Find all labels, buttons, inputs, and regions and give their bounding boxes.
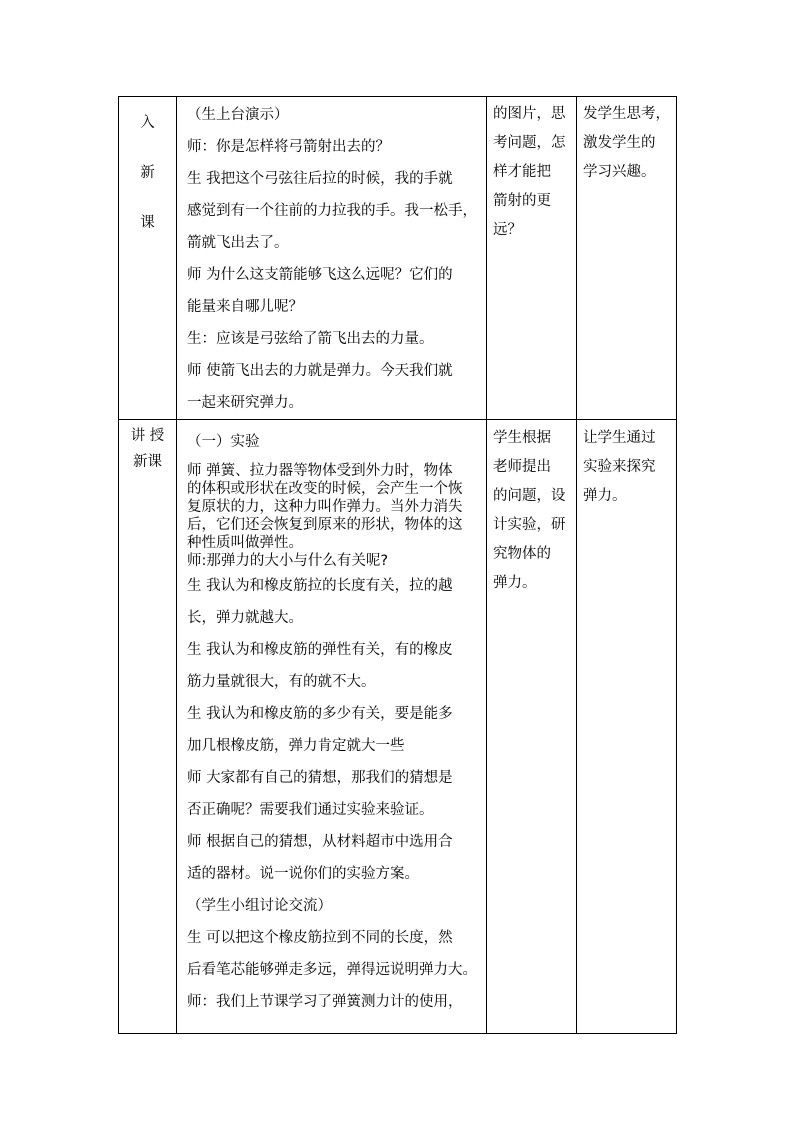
content-line: 师 使箭飞出去的力就是弹力。今天我们就 xyxy=(187,363,453,379)
stage-cell xyxy=(119,420,177,1034)
content-line: 复原状的力，这种力叫作弹力。当外力消失 xyxy=(187,499,463,515)
purpose-line: 发学生思考， xyxy=(583,106,670,122)
table-row xyxy=(119,97,677,420)
lesson-plan-table xyxy=(118,96,677,1034)
content-line: 加几根橡皮筋，弹力肯定就大一些 xyxy=(187,738,405,754)
content-line: 种性质叫做弹性。 xyxy=(187,535,303,551)
stage-char: 课 xyxy=(140,215,155,231)
content-line: 适的器材。说一说你们的实验方案。 xyxy=(187,866,419,882)
student-activity-cell xyxy=(487,420,577,1034)
content-line: （生上台演示） xyxy=(187,107,289,123)
stage-label: 讲 授 xyxy=(130,428,165,444)
stage-char: 入 xyxy=(140,115,155,131)
student-line: 箭射的更 xyxy=(493,193,551,209)
content-line: 生 可以把这个橡皮筋拉到不同的长度，然 xyxy=(187,930,453,946)
student-line: 计实验，研 xyxy=(493,517,566,533)
student-line: 的问题，设 xyxy=(493,488,566,504)
student-line: 究物体的 xyxy=(493,546,551,562)
student-line: 样才能把 xyxy=(493,164,551,180)
content-line: 后，它们还会恢复到原来的形状，物体的这 xyxy=(187,517,463,533)
content-line: （学生小组讨论交流） xyxy=(187,898,332,914)
purpose-line: 弹力。 xyxy=(583,488,627,504)
content-line: 筋力量就很大，有的就不大。 xyxy=(187,674,376,690)
content-line: 生 我把这个弓弦往后拉的时候，我的手就 xyxy=(187,171,453,187)
content-line: 师 根据自己的猜想，从材料超市中选用合 xyxy=(187,834,453,850)
purpose-line: 学习兴趣。 xyxy=(583,164,656,180)
content-line: 能量来自哪儿呢？ xyxy=(187,299,303,315)
content-line: （一）实验 xyxy=(187,434,260,450)
content-line: 生：应该是弓弦给了箭飞出去的力量。 xyxy=(187,331,434,347)
content-line: 箭就飞出去了。 xyxy=(187,235,289,251)
purpose-cell xyxy=(577,420,677,1034)
purpose-cell xyxy=(577,97,677,420)
content-line: 生 我认为和橡皮筋的弹性有关，有的橡皮 xyxy=(187,642,453,658)
content-cell xyxy=(177,97,487,420)
content-line: 生 我认为和橡皮筋拉的长度有关，拉的越 xyxy=(187,578,453,594)
student-line: 老师提出 xyxy=(493,459,551,475)
student-line: 学生根据 xyxy=(493,430,551,446)
content-line: 师：我们上节课学习了弹簧测力计的使用， xyxy=(187,994,463,1010)
purpose-line: 让学生通过 xyxy=(583,430,656,446)
student-line: 的图片，思 xyxy=(493,106,566,122)
student-line: 远？ xyxy=(493,222,522,238)
purpose-line: 实验来探究 xyxy=(583,459,656,475)
content-line: 师：你是怎样将弓箭射出去的？ xyxy=(187,139,390,155)
content-line: 师:那弹力的大小与什么有关呢? xyxy=(187,553,389,569)
content-line: 生 我认为和橡皮筋的多少有关，要是能多 xyxy=(187,706,453,722)
student-line: 考问题，怎 xyxy=(493,135,566,151)
content-line: 否正确呢？需要我们通过实验来验证。 xyxy=(187,802,434,818)
content-line: 长，弹力就越大。 xyxy=(187,610,303,626)
student-line: 弹力。 xyxy=(493,575,537,591)
purpose-line: 激发学生的 xyxy=(583,135,656,151)
content-line: 感觉到有一个往前的力拉我的手。我一松手， xyxy=(187,203,477,219)
content-line: 师 大家都有自己的猜想，那我们的猜想是 xyxy=(187,770,453,786)
student-activity-cell xyxy=(487,97,577,420)
content-line: 师 为什么这支箭能够飞这么远呢？它们的 xyxy=(187,267,453,283)
content-line: 一起来研究弹力。 xyxy=(187,395,303,411)
content-line: 后看笔芯能够弹走多远，弹得远说明弹力大。 xyxy=(187,962,477,978)
content-cell xyxy=(177,420,487,1034)
content-line: 师 弹簧、拉力器等物体受到外力时，物体 xyxy=(187,463,453,479)
stage-label: 新课 xyxy=(133,454,162,470)
stage-cell xyxy=(119,97,177,420)
stage-char: 新 xyxy=(140,165,155,181)
content-line: 的体积或形状在改变的时候，会产生一个恢 xyxy=(187,481,463,497)
table-row xyxy=(119,420,677,1034)
